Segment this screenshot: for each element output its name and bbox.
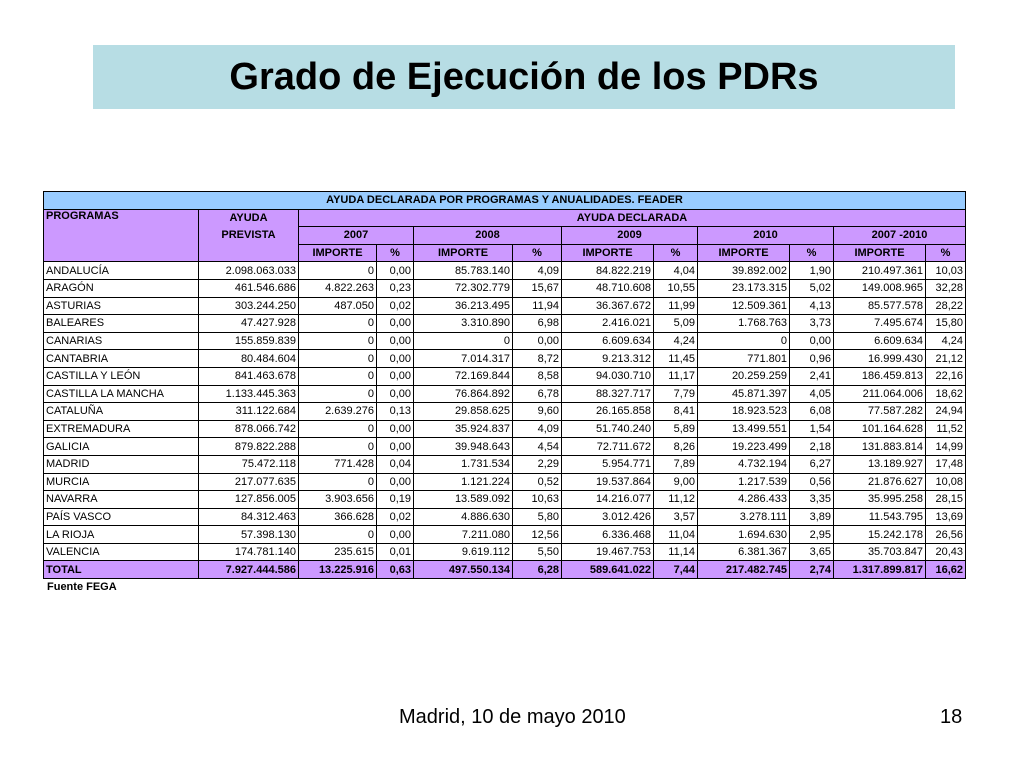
table-caption: AYUDA DECLARADA POR PROGRAMAS Y ANUALIDADES. FEADER [44, 192, 966, 210]
value-cell: 4.732.194 [698, 455, 790, 473]
value-cell: 35.995.258 [834, 491, 926, 509]
value-cell: 77.587.282 [834, 403, 926, 421]
value-cell: 18,62 [926, 385, 966, 403]
table-row [44, 262, 966, 280]
value-cell: 7.014.317 [414, 350, 513, 368]
header-ayuda-declarada: AYUDA DECLARADA [299, 209, 966, 227]
value-cell: 0,00 [790, 332, 834, 350]
value-cell: 2,29 [513, 455, 562, 473]
subheader-pct: % [513, 244, 562, 262]
value-cell: 3.310.890 [414, 315, 513, 333]
value-cell: 3,57 [654, 508, 698, 526]
value-cell: 0,04 [377, 455, 414, 473]
value-cell: 771.428 [299, 455, 377, 473]
value-cell: 0,00 [377, 438, 414, 456]
value-cell: 11,12 [654, 491, 698, 509]
value-cell: 4.886.630 [414, 508, 513, 526]
value-cell: 771.801 [698, 350, 790, 368]
value-cell: 0 [299, 262, 377, 280]
value-cell: 5,80 [513, 508, 562, 526]
total-row [44, 561, 966, 579]
table-row [44, 455, 966, 473]
value-cell: 45.871.397 [698, 385, 790, 403]
region-name-cell: MURCIA [44, 473, 199, 491]
value-cell: 155.859.839 [199, 332, 299, 350]
value-cell: 0 [299, 420, 377, 438]
total-value-cell: 2,74 [790, 561, 834, 579]
value-cell: 2.098.063.033 [199, 262, 299, 280]
value-cell: 3,89 [790, 508, 834, 526]
value-cell: 0,00 [377, 385, 414, 403]
value-cell: 20,43 [926, 543, 966, 561]
value-cell: 10,03 [926, 262, 966, 280]
value-cell: 6,08 [790, 403, 834, 421]
header-prevista-blank [199, 244, 299, 262]
value-cell: 4,54 [513, 438, 562, 456]
value-cell: 1.731.534 [414, 455, 513, 473]
value-cell: 2,95 [790, 526, 834, 544]
value-cell: 7,79 [654, 385, 698, 403]
value-cell: 11.543.795 [834, 508, 926, 526]
value-cell: 127.856.005 [199, 491, 299, 509]
value-cell: 35.924.837 [414, 420, 513, 438]
region-name-cell: CANTABRIA [44, 350, 199, 368]
region-name-cell: BALEARES [44, 315, 199, 333]
value-cell: 211.064.006 [834, 385, 926, 403]
value-cell: 0,23 [377, 279, 414, 297]
value-cell: 0,00 [377, 473, 414, 491]
value-cell: 12.509.361 [698, 297, 790, 315]
header-year-2009: 2009 [562, 227, 698, 245]
value-cell: 1.121.224 [414, 473, 513, 491]
slide-title: Grado de Ejecución de los PDRs [229, 55, 819, 98]
table-row [44, 491, 966, 509]
value-cell: 15,67 [513, 279, 562, 297]
value-cell: 3.903.656 [299, 491, 377, 509]
header-year-2007: 2007 [299, 227, 414, 245]
subheader-pct: % [654, 244, 698, 262]
table-row [44, 420, 966, 438]
value-cell: 6,27 [790, 455, 834, 473]
total-value-cell: 497.550.134 [414, 561, 513, 579]
value-cell: 16.999.430 [834, 350, 926, 368]
value-cell: 12,56 [513, 526, 562, 544]
value-cell: 5.954.771 [562, 455, 654, 473]
value-cell: 0,13 [377, 403, 414, 421]
value-cell: 6.381.367 [698, 543, 790, 561]
value-cell: 11,14 [654, 543, 698, 561]
value-cell: 879.822.288 [199, 438, 299, 456]
value-cell: 39.948.643 [414, 438, 513, 456]
value-cell: 0 [299, 526, 377, 544]
subheader-importe: IMPORTE [414, 244, 513, 262]
value-cell: 3,35 [790, 491, 834, 509]
value-cell: 10,55 [654, 279, 698, 297]
value-cell: 7.211.080 [414, 526, 513, 544]
value-cell: 0,00 [377, 315, 414, 333]
value-cell: 0,56 [790, 473, 834, 491]
value-cell: 8,26 [654, 438, 698, 456]
value-cell: 24,94 [926, 403, 966, 421]
region-name-cell: ANDALUCÍA [44, 262, 199, 280]
value-cell: 0,00 [377, 332, 414, 350]
subheader-importe: IMPORTE [299, 244, 377, 262]
value-cell: 26.165.858 [562, 403, 654, 421]
total-value-cell: 7.927.444.586 [199, 561, 299, 579]
value-cell: 0 [299, 438, 377, 456]
value-cell: 17,48 [926, 455, 966, 473]
region-name-cell: CATALUÑA [44, 403, 199, 421]
total-value-cell: 13.225.916 [299, 561, 377, 579]
subheader-pct: % [790, 244, 834, 262]
value-cell: 3,73 [790, 315, 834, 333]
value-cell: 0 [698, 332, 790, 350]
region-name-cell: CANARIAS [44, 332, 199, 350]
value-cell: 0 [299, 350, 377, 368]
value-cell: 75.472.118 [199, 455, 299, 473]
value-cell: 0,00 [513, 332, 562, 350]
region-name-cell: PAÍS VASCO [44, 508, 199, 526]
value-cell: 217.077.635 [199, 473, 299, 491]
value-cell: 21,12 [926, 350, 966, 368]
value-cell: 15.242.178 [834, 526, 926, 544]
value-cell: 0 [299, 315, 377, 333]
value-cell: 0,00 [377, 367, 414, 385]
value-cell: 2.639.276 [299, 403, 377, 421]
value-cell: 94.030.710 [562, 367, 654, 385]
value-cell: 5,50 [513, 543, 562, 561]
value-cell: 23.173.315 [698, 279, 790, 297]
total-value-cell: 6,28 [513, 561, 562, 579]
value-cell: 80.484.604 [199, 350, 299, 368]
value-cell: 14,99 [926, 438, 966, 456]
value-cell: 131.883.814 [834, 438, 926, 456]
value-cell: 36.367.672 [562, 297, 654, 315]
total-value-cell: 7,44 [654, 561, 698, 579]
region-name-cell: ASTURIAS [44, 297, 199, 315]
subheader-importe: IMPORTE [698, 244, 790, 262]
region-name-cell: EXTREMADURA [44, 420, 199, 438]
value-cell: 0,00 [377, 420, 414, 438]
value-cell: 3,65 [790, 543, 834, 561]
value-cell: 14.216.077 [562, 491, 654, 509]
value-cell: 88.327.717 [562, 385, 654, 403]
value-cell: 210.497.361 [834, 262, 926, 280]
value-cell: 487.050 [299, 297, 377, 315]
value-cell: 11,17 [654, 367, 698, 385]
value-cell: 10,63 [513, 491, 562, 509]
region-name-cell: LA RIOJA [44, 526, 199, 544]
value-cell: 3.278.111 [698, 508, 790, 526]
value-cell: 3.012.426 [562, 508, 654, 526]
value-cell: 84.312.463 [199, 508, 299, 526]
value-cell: 20.259.259 [698, 367, 790, 385]
value-cell: 57.398.130 [199, 526, 299, 544]
value-cell: 1.217.539 [698, 473, 790, 491]
value-cell: 461.546.686 [199, 279, 299, 297]
value-cell: 4,09 [513, 262, 562, 280]
region-name-cell: ARAGÓN [44, 279, 199, 297]
table-row [44, 332, 966, 350]
table-row [44, 543, 966, 561]
value-cell: 0,19 [377, 491, 414, 509]
value-cell: 9,00 [654, 473, 698, 491]
table-row [44, 473, 966, 491]
value-cell: 72.711.672 [562, 438, 654, 456]
value-cell: 13.189.927 [834, 455, 926, 473]
value-cell: 4.822.263 [299, 279, 377, 297]
value-cell: 7,89 [654, 455, 698, 473]
table-row [44, 526, 966, 544]
value-cell: 4,13 [790, 297, 834, 315]
value-cell: 0,00 [377, 262, 414, 280]
value-cell: 1.768.763 [698, 315, 790, 333]
value-cell: 19.223.499 [698, 438, 790, 456]
feader-table-container [43, 191, 965, 579]
value-cell: 18.923.523 [698, 403, 790, 421]
value-cell: 2,41 [790, 367, 834, 385]
value-cell: 841.463.678 [199, 367, 299, 385]
region-name-cell: CASTILLA LA MANCHA [44, 385, 199, 403]
value-cell: 1,54 [790, 420, 834, 438]
value-cell: 28,22 [926, 297, 966, 315]
value-cell: 11,04 [654, 526, 698, 544]
value-cell: 0,00 [377, 526, 414, 544]
value-cell: 878.066.742 [199, 420, 299, 438]
value-cell: 0 [299, 332, 377, 350]
value-cell: 26,56 [926, 526, 966, 544]
region-name-cell: VALENCIA [44, 543, 199, 561]
value-cell: 101.164.628 [834, 420, 926, 438]
value-cell: 21.876.627 [834, 473, 926, 491]
value-cell: 72.302.779 [414, 279, 513, 297]
value-cell: 47.427.928 [199, 315, 299, 333]
value-cell: 186.459.813 [834, 367, 926, 385]
value-cell: 149.008.965 [834, 279, 926, 297]
value-cell: 28,15 [926, 491, 966, 509]
value-cell: 303.244.250 [199, 297, 299, 315]
value-cell: 0 [414, 332, 513, 350]
value-cell: 0,01 [377, 543, 414, 561]
value-cell: 15,80 [926, 315, 966, 333]
total-value-cell: 1.317.899.817 [834, 561, 926, 579]
value-cell: 1.694.630 [698, 526, 790, 544]
value-cell: 4,05 [790, 385, 834, 403]
table-row [44, 403, 966, 421]
value-cell: 5,89 [654, 420, 698, 438]
footer-place-date: Madrid, 10 de mayo 2010 [399, 706, 626, 728]
table-row [44, 279, 966, 297]
header-year-2008: 2008 [414, 227, 562, 245]
value-cell: 6,98 [513, 315, 562, 333]
table-row [44, 350, 966, 368]
value-cell: 85.783.140 [414, 262, 513, 280]
value-cell: 32,28 [926, 279, 966, 297]
value-cell: 13.499.551 [698, 420, 790, 438]
value-cell: 11,94 [513, 297, 562, 315]
value-cell: 0,00 [377, 350, 414, 368]
region-name-cell: CASTILLA Y LEÓN [44, 367, 199, 385]
table-row [44, 297, 966, 315]
value-cell: 19.537.864 [562, 473, 654, 491]
value-cell: 6.609.634 [562, 332, 654, 350]
value-cell: 7.495.674 [834, 315, 926, 333]
value-cell: 48.710.608 [562, 279, 654, 297]
value-cell: 9.213.312 [562, 350, 654, 368]
value-cell: 36.213.495 [414, 297, 513, 315]
table-row [44, 385, 966, 403]
total-value-cell: 217.482.745 [698, 561, 790, 579]
table-row [44, 438, 966, 456]
table-row [44, 367, 966, 385]
region-name-cell: NAVARRA [44, 491, 199, 509]
value-cell: 4,24 [654, 332, 698, 350]
value-cell: 2,18 [790, 438, 834, 456]
header-year-2010: 2010 [698, 227, 834, 245]
value-cell: 8,72 [513, 350, 562, 368]
value-cell: 76.864.892 [414, 385, 513, 403]
value-cell: 11,99 [654, 297, 698, 315]
value-cell: 22,16 [926, 367, 966, 385]
value-cell: 6.336.468 [562, 526, 654, 544]
header-programas: PROGRAMAS [44, 209, 199, 262]
header-ayuda: AYUDA [199, 209, 299, 227]
value-cell: 4,24 [926, 332, 966, 350]
value-cell: 13.589.092 [414, 491, 513, 509]
value-cell: 9,60 [513, 403, 562, 421]
value-cell: 5,02 [790, 279, 834, 297]
value-cell: 366.628 [299, 508, 377, 526]
value-cell: 39.892.002 [698, 262, 790, 280]
value-cell: 29.858.625 [414, 403, 513, 421]
value-cell: 0 [299, 473, 377, 491]
value-cell: 1,90 [790, 262, 834, 280]
value-cell: 235.615 [299, 543, 377, 561]
value-cell: 8,58 [513, 367, 562, 385]
value-cell: 85.577.578 [834, 297, 926, 315]
title-banner [93, 45, 955, 109]
value-cell: 0,02 [377, 508, 414, 526]
value-cell: 1.133.445.363 [199, 385, 299, 403]
value-cell: 0,02 [377, 297, 414, 315]
value-cell: 35.703.847 [834, 543, 926, 561]
value-cell: 84.822.219 [562, 262, 654, 280]
region-name-cell: MADRID [44, 455, 199, 473]
total-value-cell: 0,63 [377, 561, 414, 579]
source-note: Fuente FEGA [47, 581, 117, 593]
value-cell: 19.467.753 [562, 543, 654, 561]
value-cell: 13,69 [926, 508, 966, 526]
total-value-cell: 589.641.022 [562, 561, 654, 579]
value-cell: 72.169.844 [414, 367, 513, 385]
value-cell: 0 [299, 367, 377, 385]
subheader-importe: IMPORTE [834, 244, 926, 262]
subheader-pct: % [926, 244, 966, 262]
table-row [44, 315, 966, 333]
value-cell: 0,52 [513, 473, 562, 491]
feader-table [43, 191, 966, 579]
value-cell: 4,04 [654, 262, 698, 280]
value-cell: 8,41 [654, 403, 698, 421]
value-cell: 10,08 [926, 473, 966, 491]
subheader-importe: IMPORTE [562, 244, 654, 262]
value-cell: 6.609.634 [834, 332, 926, 350]
header-year-total: 2007 -2010 [834, 227, 966, 245]
value-cell: 11,52 [926, 420, 966, 438]
region-name-cell: GALICIA [44, 438, 199, 456]
value-cell: 4.286.433 [698, 491, 790, 509]
value-cell: 0 [299, 385, 377, 403]
page-number: 18 [940, 706, 963, 728]
table-row [44, 508, 966, 526]
value-cell: 9.619.112 [414, 543, 513, 561]
value-cell: 174.781.140 [199, 543, 299, 561]
value-cell: 2.416.021 [562, 315, 654, 333]
value-cell: 4,09 [513, 420, 562, 438]
subheader-pct: % [377, 244, 414, 262]
value-cell: 0,96 [790, 350, 834, 368]
value-cell: 11,45 [654, 350, 698, 368]
table-body [44, 262, 966, 561]
total-label-cell: TOTAL [44, 561, 199, 579]
value-cell: 6,78 [513, 385, 562, 403]
total-value-cell: 16,62 [926, 561, 966, 579]
value-cell: 5,09 [654, 315, 698, 333]
value-cell: 311.122.684 [199, 403, 299, 421]
header-prevista: PREVISTA [199, 227, 299, 245]
value-cell: 51.740.240 [562, 420, 654, 438]
